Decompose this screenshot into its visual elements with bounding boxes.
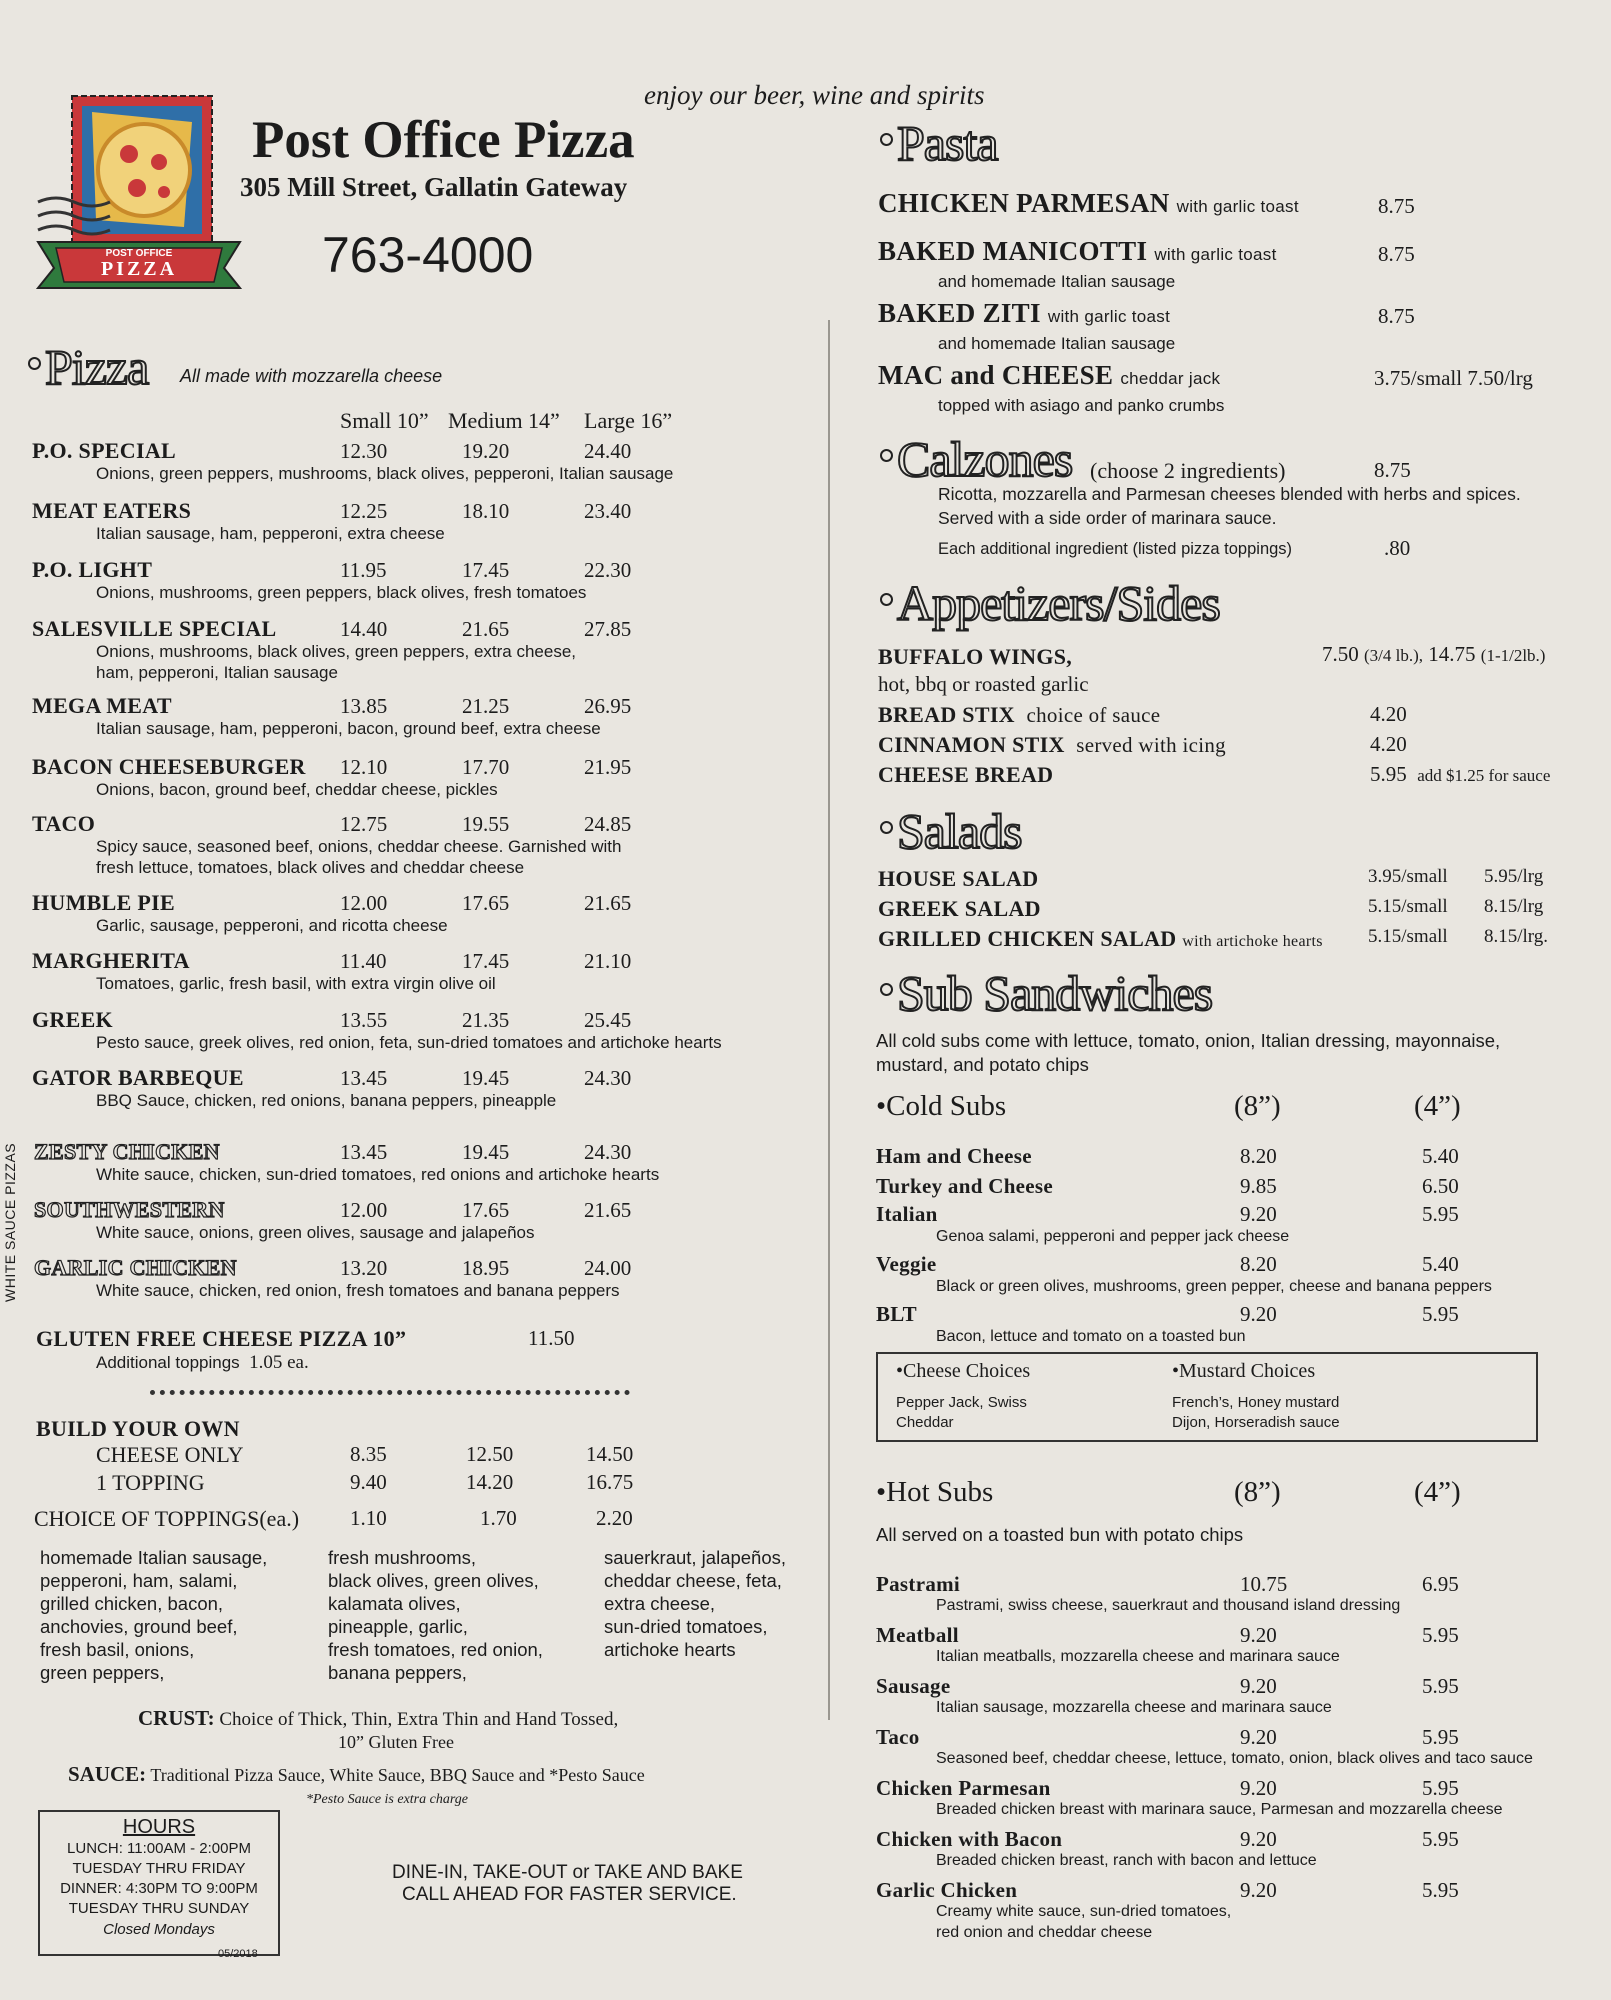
topping-item: pepperoni, ham, salami, (40, 1570, 238, 1591)
byo-row-label: CHEESE ONLY (96, 1442, 244, 1467)
salad-name: GREEK SALAD (878, 896, 1041, 921)
topping-item: pineapple, garlic, (328, 1616, 468, 1637)
pizza-item-price: 21.95 (584, 755, 632, 779)
calzones-desc: Served with a side order of marinara sauce. (938, 508, 1277, 528)
service-line: DINE-IN, TAKE-OUT or TAKE AND BAKE (392, 1862, 743, 1883)
topping-item: artichoke hearts (604, 1639, 736, 1660)
pizza-subtitle: All made with mozzarella cheese (180, 366, 443, 386)
pizza-item-price: 24.30 (584, 1066, 632, 1090)
salad-large-price: 8.15/lrg. (1484, 926, 1549, 947)
mustard-choices-line: French’s, Honey mustard (1172, 1394, 1340, 1411)
pasta-item-sub: topped with asiago and panko crumbs (938, 396, 1225, 415)
hot-sub-name: Meatball (876, 1623, 959, 1647)
gluten-free-name: GLUTEN FREE CHEESE PIZZA 10” (36, 1326, 407, 1351)
cold-sub-price-8: 9.85 (1240, 1174, 1277, 1198)
cold-sub-price-8: 9.20 (1240, 1202, 1277, 1226)
topping-item: sauerkraut, jalapeños, (604, 1547, 787, 1568)
pizza-item-desc: BBQ Sauce, chicken, red onions, banana peppers, pineapple (96, 1091, 557, 1110)
cheese-choices-line: Pepper Jack, Swiss (896, 1394, 1027, 1411)
salad-item (878, 896, 1041, 922)
pizza-item-price: 17.45 (462, 558, 510, 582)
sauce-note: *Pesto Sauce is extra charge (306, 1792, 468, 1807)
pizza-item-price: 21.35 (462, 1008, 510, 1032)
hot-sub-desc: Italian meatballs, mozzarella cheese and marinara sauce (936, 1648, 1340, 1665)
hot-sub-price-8: 9.20 (1240, 1674, 1277, 1698)
hot-sub-desc: red onion and cheddar cheese (936, 1924, 1153, 1941)
hours-closed: Closed Mondays (103, 1921, 215, 1938)
byo-row-price: 12.50 (466, 1442, 514, 1466)
pizza-item-name: P.O. SPECIAL (32, 438, 176, 463)
pasta-item (878, 188, 1299, 219)
pizza-item-desc: Onions, mushrooms, black olives, green peppers, extra cheese, (96, 642, 577, 661)
pizza-item-price: 24.85 (584, 812, 632, 836)
appetizer-price-value: 5.95 (1370, 762, 1407, 786)
appetizer-extra: add $1.25 for sauce (1417, 766, 1551, 785)
pasta-item-note: cheddar jack (1120, 369, 1221, 388)
white-pizza-price: 24.00 (584, 1256, 632, 1280)
hot-sub-price-8: 9.20 (1240, 1878, 1277, 1902)
white-pizza-price: 18.95 (462, 1256, 510, 1280)
pizza-item-price: 24.40 (584, 439, 632, 463)
white-pizza-desc: White sauce, chicken, sun-dried tomatoes, red onions and artichoke hearts (96, 1165, 660, 1184)
salad-small-price: 5.15/small (1368, 896, 1448, 917)
calzones-price: 8.75 (1374, 458, 1411, 482)
appetizer-price (1370, 702, 1412, 727)
pizza-item-desc: ham, pepperoni, Italian sausage (96, 663, 338, 682)
cold-sub-desc: Black or green olives, mushrooms, green pepper, cheese and banana peppers (936, 1278, 1492, 1295)
hours-line: LUNCH: 11:00AM - 2:00PM (67, 1840, 251, 1857)
pizza-item-desc: Garlic, sausage, pepperoni, and ricotta cheese (96, 916, 448, 935)
pizza-item-name: P.O. LIGHT (32, 557, 153, 582)
byo-row-price: 16.75 (586, 1470, 634, 1494)
cold-sub-price-4: 6.50 (1422, 1174, 1459, 1198)
appetizer-item (878, 732, 1226, 758)
size-small-header: Small 10” (340, 408, 429, 433)
salad-item (878, 926, 1323, 952)
gluten-free-price: 11.50 (528, 1326, 575, 1350)
pasta-item-name: BAKED MANICOTTI (878, 236, 1148, 266)
pasta-item-name: MAC and CHEESE (878, 360, 1114, 390)
white-pizza-price: 17.65 (462, 1198, 510, 1222)
menu-date: 05/2018 (218, 1948, 258, 1960)
salad-note: with artichoke hearts (1182, 933, 1323, 950)
mustard-choices-line: Dijon, Horseradish sauce (1172, 1414, 1340, 1431)
toppings-label: CHOICE OF TOPPINGS(ea.) (34, 1506, 300, 1531)
cold-sub-name: Italian (876, 1202, 938, 1226)
topping-item: fresh tomatoes, red onion, (328, 1639, 543, 1660)
topping-item: sun-dried tomatoes, (604, 1616, 768, 1637)
mustard-choices-title: •Mustard Choices (1172, 1360, 1316, 1382)
white-pizza-price: 13.45 (340, 1140, 388, 1164)
byo-row-price: 8.35 (350, 1442, 387, 1466)
hot-sub-price-8: 9.20 (1240, 1776, 1277, 1800)
pizza-item-desc: Italian sausage, ham, pepperoni, bacon, ground beef, extra cheese (96, 719, 601, 738)
hot-sub-desc: Seasoned beef, cheddar cheese, lettuce, tomato, onion, black olives and taco sauce (936, 1750, 1533, 1767)
appetizer-price (1370, 762, 1550, 787)
hot-sub-desc: Creamy white sauce, sun-dried tomatoes, (936, 1903, 1232, 1920)
hot-sub-price-8: 9.20 (1240, 1725, 1277, 1749)
pizza-item-price: 12.00 (340, 891, 388, 915)
appetizer-name: CHEESE BREAD (878, 762, 1054, 787)
pasta-item (878, 236, 1277, 267)
pizza-item-price: 21.10 (584, 949, 632, 973)
white-pizza-price: 19.45 (462, 1140, 510, 1164)
calzones-extra: Each additional ingredient (listed pizza toppings) (938, 540, 1293, 558)
hot-sub-desc: Italian sausage, mozzarella cheese and marinara sauce (936, 1699, 1332, 1716)
pizza-item-desc: Tomatoes, garlic, fresh basil, with extra virgin olive oil (96, 974, 496, 993)
salad-small-price: 5.15/small (1368, 926, 1448, 947)
topping-item: fresh mushrooms, (328, 1547, 477, 1568)
hot-sub-name: Garlic Chicken (876, 1878, 1018, 1902)
salad-small-price: 3.95/small (1368, 866, 1448, 887)
pizza-item-price: 25.45 (584, 1008, 632, 1032)
address: 305 Mill Street, Gallatin Gateway (240, 172, 628, 202)
appetizer-note: served with icing (1076, 733, 1226, 757)
byo-row-price: 14.50 (586, 1442, 634, 1466)
salad-name: GRILLED CHICKEN SALAD (878, 926, 1177, 951)
hot-sub-name: Taco (876, 1725, 920, 1749)
pasta-item (878, 298, 1170, 329)
pizza-item-name: GREEK (32, 1007, 113, 1032)
hours-box (38, 1810, 280, 1956)
hours-title: HOURS (122, 1816, 196, 1838)
hot-sub-desc: Breaded chicken breast with marinara sauce, Parmesan and mozzarella cheese (936, 1801, 1503, 1818)
topping-item: homemade Italian sausage, (40, 1547, 268, 1568)
cold-sub-price-4: 5.95 (1422, 1202, 1459, 1226)
byo-row-price: 14.20 (466, 1470, 514, 1494)
cold-sub-desc: Genoa salami, pepperoni and pepper jack cheese (936, 1228, 1290, 1245)
calzones-extra-price: .80 (1384, 536, 1411, 560)
pizza-item-name: MEAT EATERS (32, 498, 192, 523)
topping-item: black olives, green olives, (328, 1570, 539, 1591)
wings-prices: 7.50 (3/4 lb.), 14.75 (1-1/2lb.) (1322, 642, 1546, 666)
pizza-item-price: 12.10 (340, 755, 388, 779)
topping-item: extra cheese, (604, 1593, 716, 1614)
appetizer-note: choice of sauce (1026, 703, 1161, 727)
cold-sub-price-4: 5.40 (1422, 1144, 1459, 1168)
pizza-item-desc: Spicy sauce, seasoned beef, onions, cheddar cheese. Garnished with (96, 837, 622, 856)
pizza-item-price: 19.45 (462, 1066, 510, 1090)
pizza-item-price: 23.40 (584, 499, 632, 523)
salad-large-price: 8.15/lrg (1484, 896, 1544, 917)
pasta-item-name: CHICKEN PARMESAN (878, 188, 1170, 218)
appetizer-item (878, 702, 1160, 728)
pizza-item-desc: fresh lettuce, tomatoes, black olives and cheddar cheese (96, 858, 525, 877)
cold-subs-title: •Cold Subs (876, 1090, 1007, 1122)
restaurant-name: Post Office Pizza (252, 111, 635, 169)
hot-subs-title: •Hot Subs (876, 1476, 994, 1508)
pizza-item-price: 19.20 (462, 439, 510, 463)
pizza-item-price: 21.25 (462, 694, 510, 718)
hot-sub-price-4: 6.95 (1422, 1572, 1459, 1596)
dotted-divider (150, 1390, 630, 1395)
pizza-item-price: 18.10 (462, 499, 510, 523)
white-pizza-desc: White sauce, onions, green olives, sausage and jalapeños (96, 1223, 535, 1242)
white-pizza-price: 21.65 (584, 1198, 632, 1222)
toppings-price-small: 1.10 (350, 1506, 387, 1530)
hot-subs-intro: All served on a toasted bun with potato chips (876, 1524, 1244, 1545)
appetizer-name: CINNAMON STIX (878, 732, 1065, 757)
pizza-item-price: 13.55 (340, 1008, 388, 1032)
pizza-item-price: 17.65 (462, 891, 510, 915)
pizza-item-name: HUMBLE PIE (32, 890, 175, 915)
pizza-item-price: 12.30 (340, 439, 388, 463)
gluten-free-extra: Additional toppings 1.05 ea. (96, 1352, 309, 1373)
pasta-item-note: with garlic toast (1047, 307, 1171, 326)
white-pizza-name: GARLIC CHICKEN (34, 1255, 237, 1280)
logo-text-top: POST OFFICE (105, 248, 173, 259)
pizza-item-price: 21.65 (462, 617, 510, 641)
hot-size-4: (4”) (1414, 1476, 1461, 1508)
white-pizza-desc: White sauce, chicken, red onion, fresh tomatoes and banana peppers (96, 1281, 620, 1300)
pizza-item-name: TACO (32, 811, 96, 836)
salads-heading: Salads (880, 802, 1022, 860)
topping-item: grilled chicken, bacon, (40, 1593, 224, 1614)
appetizer-price-value: 4.20 (1370, 732, 1407, 756)
pasta-item-price: 3.75/small 7.50/lrg (1374, 366, 1533, 390)
hot-sub-desc: Pastrami, swiss cheese, sauerkraut and thousand island dressing (936, 1597, 1401, 1614)
cold-sub-price-4: 5.95 (1422, 1302, 1459, 1326)
cheese-choices-title: •Cheese Choices (896, 1360, 1031, 1382)
pizza-item-price: 27.85 (584, 617, 632, 641)
white-pizza-price: 13.20 (340, 1256, 388, 1280)
cold-sub-name: Turkey and Cheese (876, 1174, 1054, 1198)
topping-item: cheddar cheese, feta, (604, 1570, 782, 1591)
hot-sub-price-8: 10.75 (1240, 1572, 1288, 1596)
byo-row-label: 1 TOPPING (96, 1470, 205, 1495)
phone: 763-4000 (322, 227, 534, 283)
pizza-item-price: 12.25 (340, 499, 388, 523)
pizza-item-desc: Italian sausage, ham, pepperoni, extra cheese (96, 524, 445, 543)
subs-intro: All cold subs come with lettuce, tomato, onion, Italian dressing, mayonnaise, (876, 1030, 1501, 1051)
pasta-item-note: with garlic toast (1176, 197, 1299, 216)
pizza-item-price: 26.95 (584, 694, 632, 718)
pizza-item-price: 14.40 (340, 617, 388, 641)
pizza-item-price: 19.55 (462, 812, 510, 836)
pasta-item-name: BAKED ZITI (878, 298, 1041, 328)
hot-sub-price-4: 5.95 (1422, 1674, 1459, 1698)
salad-large-price: 5.95/lrg (1484, 866, 1544, 887)
appetizer-item (878, 762, 1059, 788)
hot-sub-desc: Breaded chicken breast, ranch with bacon and lettuce (936, 1852, 1317, 1869)
pizza-item-price: 11.40 (340, 949, 387, 973)
tagline: enjoy our beer, wine and spirits (644, 80, 985, 110)
cold-size-8: (8”) (1234, 1090, 1281, 1122)
hot-sub-price-8: 9.20 (1240, 1623, 1277, 1647)
pizza-item-desc: Onions, mushrooms, green peppers, black olives, fresh tomatoes (96, 583, 587, 602)
pizza-item-price: 13.85 (340, 694, 388, 718)
white-sauce-label: WHITE SAUCE PIZZAS (2, 1142, 18, 1302)
column-divider (828, 320, 830, 1720)
cold-sub-price-4: 5.40 (1422, 1252, 1459, 1276)
white-pizza-price: 24.30 (584, 1140, 632, 1164)
topping-item: banana peppers, (328, 1662, 467, 1683)
byo-title: BUILD YOUR OWN (36, 1416, 240, 1441)
byo-row-price: 9.40 (350, 1470, 387, 1494)
cold-sub-name: BLT (876, 1302, 917, 1326)
pizza-item-price: 21.65 (584, 891, 632, 915)
pasta-item-note: with garlic toast (1154, 245, 1277, 264)
cheese-choices-line: Cheddar (896, 1414, 954, 1431)
white-pizza-name: ZESTY CHICKEN (34, 1139, 220, 1164)
hot-sub-price-4: 5.95 (1422, 1827, 1459, 1851)
cold-size-4: (4”) (1414, 1090, 1461, 1122)
service-line: CALL AHEAD FOR FASTER SERVICE. (402, 1884, 737, 1905)
calzones-desc: Ricotta, mozzarella and Parmesan cheeses blended with herbs and spices. (938, 484, 1521, 504)
hours-line: TUESDAY THRU SUNDAY (68, 1900, 250, 1917)
toppings-price-medium: 1.70 (480, 1506, 517, 1530)
pizza-item-name: SALESVILLE SPECIAL (32, 616, 277, 641)
logo-text-bottom: PIZZA (100, 258, 178, 280)
cold-sub-desc: Bacon, lettuce and tomato on a toasted bun (936, 1328, 1246, 1345)
topping-item: green peppers, (40, 1662, 165, 1683)
hours-line: TUESDAY THRU FRIDAY (72, 1860, 246, 1877)
cold-sub-price-8: 8.20 (1240, 1252, 1277, 1276)
pizza-item-desc: Onions, bacon, ground beef, cheddar cheese, pickles (96, 780, 498, 799)
pasta-heading: Pasta (880, 114, 998, 172)
hot-sub-name: Chicken Parmesan (876, 1776, 1051, 1800)
hot-sub-price-4: 5.95 (1422, 1725, 1459, 1749)
pasta-item (878, 360, 1220, 391)
toppings-price-large: 2.20 (596, 1506, 633, 1530)
hot-sub-price-4: 5.95 (1422, 1878, 1459, 1902)
topping-item: kalamata olives, (328, 1593, 461, 1614)
logo (34, 92, 244, 292)
sauce-line: SAUCE: Traditional Pizza Sauce, White Sauce, BBQ Sauce and *Pesto Sauce (68, 1762, 645, 1786)
hot-size-8: (8”) (1234, 1476, 1281, 1508)
pizza-item-desc: Onions, green peppers, mushrooms, black olives, pepperoni, Italian sausage (96, 464, 674, 483)
cold-sub-price-8: 9.20 (1240, 1302, 1277, 1326)
wings-sub: hot, bbq or roasted garlic (878, 672, 1089, 696)
choices-box (876, 1352, 1538, 1442)
hours-line: DINNER: 4:30PM TO 9:00PM (60, 1880, 258, 1897)
pizza-item-price: 11.95 (340, 558, 387, 582)
pasta-item-price: 8.75 (1378, 242, 1415, 266)
cold-sub-price-8: 8.20 (1240, 1144, 1277, 1168)
pizza-item-name: BACON CHEESEBURGER (32, 754, 306, 779)
hot-sub-name: Chicken with Bacon (876, 1827, 1063, 1851)
calzones-heading: Calzones (880, 430, 1072, 488)
hot-sub-price-4: 5.95 (1422, 1776, 1459, 1800)
topping-item: fresh basil, onions, (40, 1639, 195, 1660)
salad-name: HOUSE SALAD (878, 866, 1039, 891)
appetizers-heading: Appetizers/Sides (880, 574, 1220, 632)
pizza-item-name: MEGA MEAT (32, 693, 172, 718)
hot-sub-name: Pastrami (876, 1572, 961, 1596)
white-pizza-price: 12.00 (340, 1198, 388, 1222)
crust-line: CRUST: Choice of Thick, Thin, Extra Thin and Hand Tossed, (138, 1706, 619, 1730)
pizza-item-price: 12.75 (340, 812, 388, 836)
topping-item: anchovies, ground beef, (40, 1616, 238, 1637)
cold-sub-name: Ham and Cheese (876, 1144, 1032, 1168)
size-medium-header: Medium 14” (448, 408, 560, 433)
pizza-item-price: 17.45 (462, 949, 510, 973)
pizza-item-desc: Pesto sauce, greek olives, red onion, feta, sun-dried tomatoes and artichoke hearts (96, 1033, 722, 1052)
salad-item (878, 866, 1038, 892)
pizza-item-price: 13.45 (340, 1066, 388, 1090)
subs-heading: Sub Sandwiches (880, 964, 1212, 1022)
pasta-item-sub: and homemade Italian sausage (938, 334, 1176, 353)
pizza-item-name: GATOR BARBEQUE (32, 1065, 244, 1090)
pizza-item-price: 22.30 (584, 558, 632, 582)
wings-name: BUFFALO WINGS, (878, 644, 1073, 669)
pasta-item-price: 8.75 (1378, 304, 1415, 328)
pizza-heading: Pizza (28, 338, 148, 396)
pizza-item-name: MARGHERITA (32, 948, 190, 973)
pasta-item-sub: and homemade Italian sausage (938, 272, 1176, 291)
appetizer-price (1370, 732, 1412, 757)
pasta-item-price: 8.75 (1378, 194, 1415, 218)
pizza-item-price: 17.70 (462, 755, 510, 779)
hot-sub-price-8: 9.20 (1240, 1827, 1277, 1851)
white-pizza-name: SOUTHWESTERN (34, 1197, 225, 1222)
appetizer-name: BREAD STIX (878, 702, 1015, 727)
hot-sub-name: Sausage (876, 1674, 951, 1698)
appetizer-price-value: 4.20 (1370, 702, 1407, 726)
subs-intro: mustard, and potato chips (876, 1054, 1089, 1075)
hot-sub-price-4: 5.95 (1422, 1623, 1459, 1647)
crust-gluten: 10” Gluten Free (338, 1732, 454, 1752)
cold-sub-name: Veggie (876, 1252, 937, 1276)
calzones-note: (choose 2 ingredients) (1090, 458, 1286, 483)
size-large-header: Large 16” (584, 408, 673, 433)
